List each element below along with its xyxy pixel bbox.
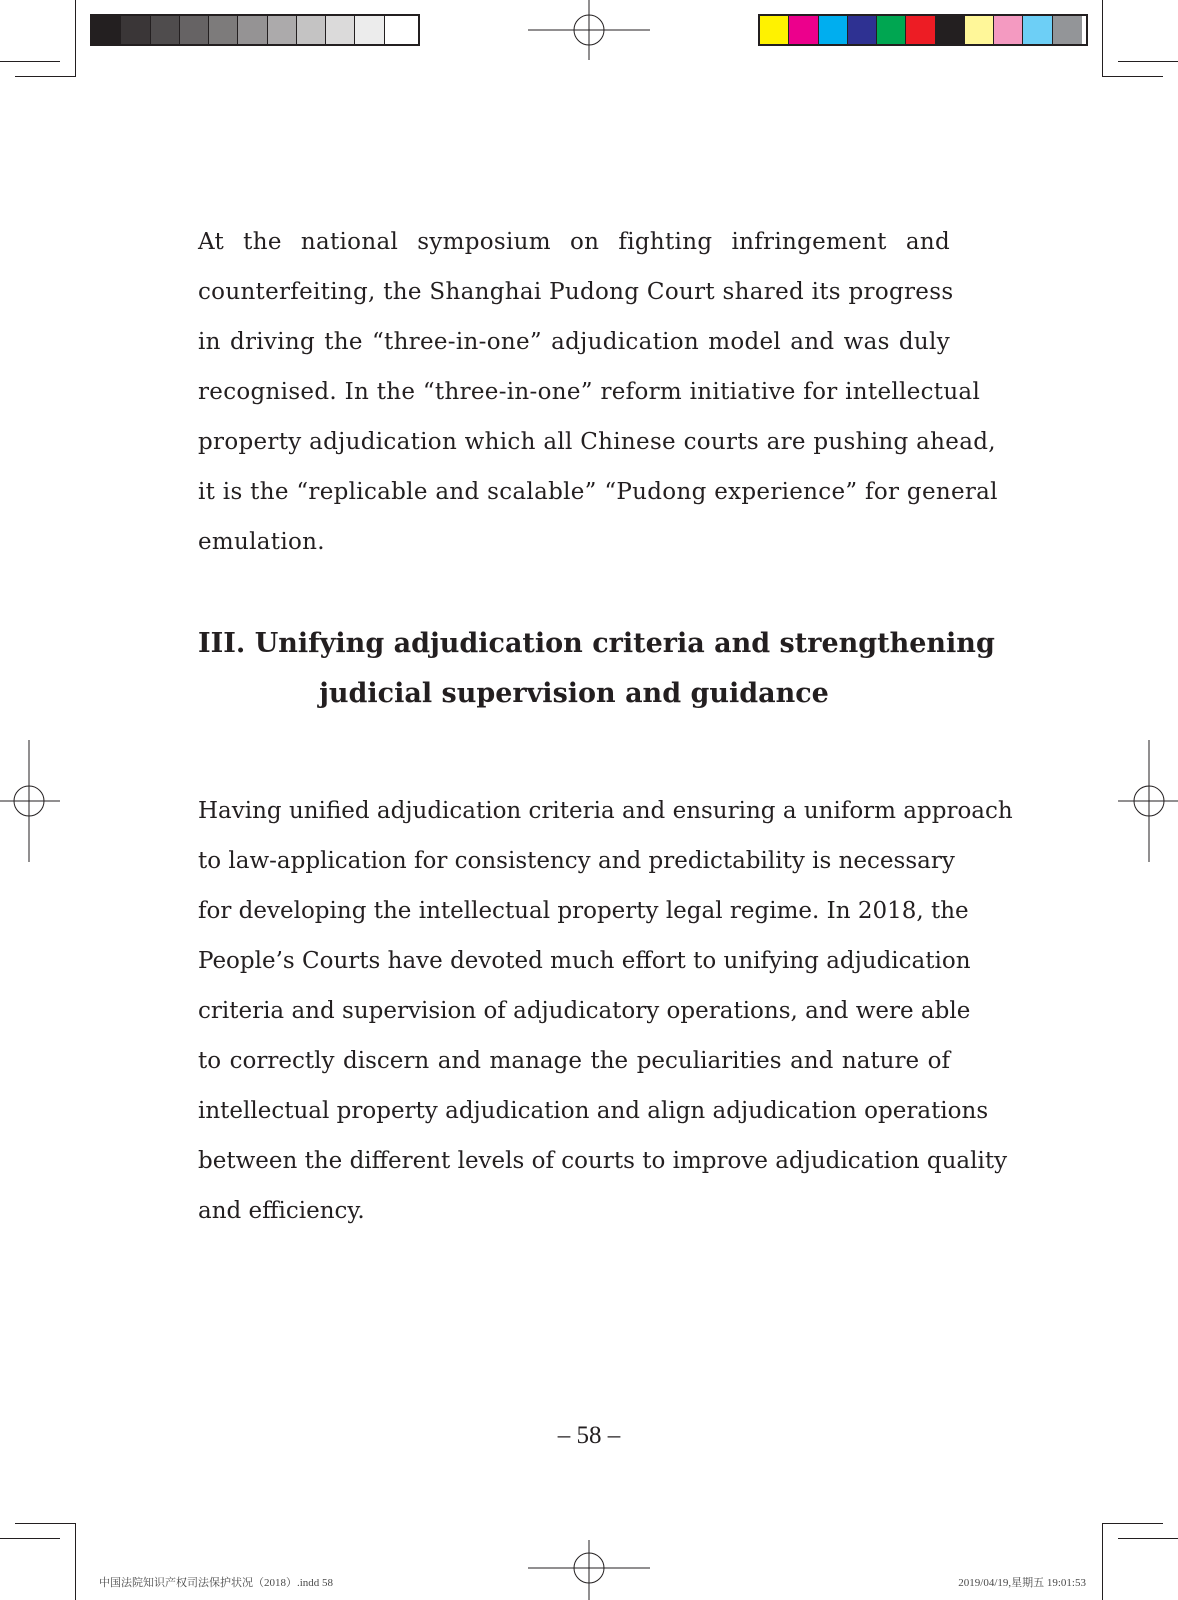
crop-mark bbox=[1102, 1523, 1163, 1524]
color-swatch bbox=[92, 16, 121, 44]
crop-mark bbox=[15, 76, 76, 77]
color-swatch bbox=[819, 16, 848, 44]
registration-mark-left bbox=[0, 740, 62, 862]
text-line: counterfeiting, the Shanghai Pudong Court shared its progress bbox=[198, 279, 954, 305]
color-swatch bbox=[238, 16, 267, 44]
text-line: People’s Courts have devoted much effort to unifying adjudication bbox=[198, 948, 971, 974]
page-number: – 58 – bbox=[557, 1422, 621, 1449]
color-swatch bbox=[906, 16, 935, 44]
text-line: and efficiency. bbox=[198, 1198, 365, 1224]
color-swatch bbox=[1053, 16, 1082, 44]
text-line: to law-application for consistency and predictability is necessary bbox=[198, 848, 955, 874]
color-swatch bbox=[121, 16, 150, 44]
crop-mark bbox=[1118, 61, 1178, 62]
text-line: III. Unifying adjudication criteria and strengthening bbox=[198, 628, 995, 659]
section-heading bbox=[198, 619, 995, 719]
color-swatch bbox=[789, 16, 818, 44]
file-slug: 中国法院知识产权司法保护状况（2018）.indd 58 bbox=[99, 1577, 334, 1589]
text-line: for developing the intellectual property legal regime. In 2018, the bbox=[198, 898, 969, 924]
text-line: it is the “replicable and scalable” “Pudong experience” for general bbox=[198, 479, 998, 505]
color-swatch bbox=[760, 16, 789, 44]
gray-calibration-bar bbox=[90, 14, 420, 46]
crop-mark bbox=[75, 1524, 76, 1600]
crop-mark bbox=[0, 61, 60, 62]
color-swatch bbox=[268, 16, 297, 44]
crop-mark bbox=[1102, 76, 1163, 77]
color-swatch bbox=[151, 16, 180, 44]
crop-mark bbox=[0, 1538, 60, 1539]
text-line: between the different levels of courts to improve adjudication quality bbox=[198, 1148, 1008, 1174]
color-swatch bbox=[326, 16, 355, 44]
text-line: to correctly discern and manage the peculiarities and nature of bbox=[198, 1048, 950, 1074]
body-paragraph-2 bbox=[198, 786, 1013, 1236]
color-calibration-bar bbox=[758, 14, 1088, 46]
body-paragraph-1 bbox=[198, 217, 998, 567]
crop-mark bbox=[75, 0, 76, 76]
color-swatch bbox=[877, 16, 906, 44]
text-line: property adjudication which all Chinese courts are pushing ahead, bbox=[198, 429, 996, 455]
color-swatch bbox=[209, 16, 238, 44]
color-swatch bbox=[965, 16, 994, 44]
color-swatch bbox=[936, 16, 965, 44]
registration-mark-bottom bbox=[528, 1540, 650, 1600]
text-line: Having unified adjudication criteria and ensuring a uniform approach bbox=[198, 798, 1013, 824]
crop-mark bbox=[1118, 1538, 1178, 1539]
crop-mark bbox=[1102, 0, 1103, 76]
print-timestamp: 2019/04/19,星期五 19:01:53 bbox=[958, 1577, 1086, 1589]
crop-mark bbox=[1102, 1524, 1103, 1600]
registration-mark-right bbox=[1116, 740, 1178, 862]
text-line: criteria and supervision of adjudicatory operations, and were able bbox=[198, 998, 971, 1024]
text-line: At the national symposium on fighting infringement and bbox=[198, 229, 950, 255]
color-swatch bbox=[297, 16, 326, 44]
text-line: recognised. In the “three-in-one” reform initiative for intellectual bbox=[198, 379, 981, 405]
text-line: judicial supervision and guidance bbox=[319, 678, 829, 709]
color-swatch bbox=[848, 16, 877, 44]
color-swatch bbox=[1023, 16, 1052, 44]
text-line: emulation. bbox=[198, 529, 325, 555]
crop-mark bbox=[15, 1523, 76, 1524]
text-line: intellectual property adjudication and align adjudication operations bbox=[198, 1098, 989, 1124]
color-swatch bbox=[180, 16, 209, 44]
color-swatch bbox=[355, 16, 384, 44]
registration-mark-top bbox=[528, 0, 650, 60]
text-line: in driving the “three-in-one” adjudication model and was duly bbox=[198, 329, 950, 355]
color-swatch bbox=[994, 16, 1023, 44]
color-swatch bbox=[385, 16, 414, 44]
